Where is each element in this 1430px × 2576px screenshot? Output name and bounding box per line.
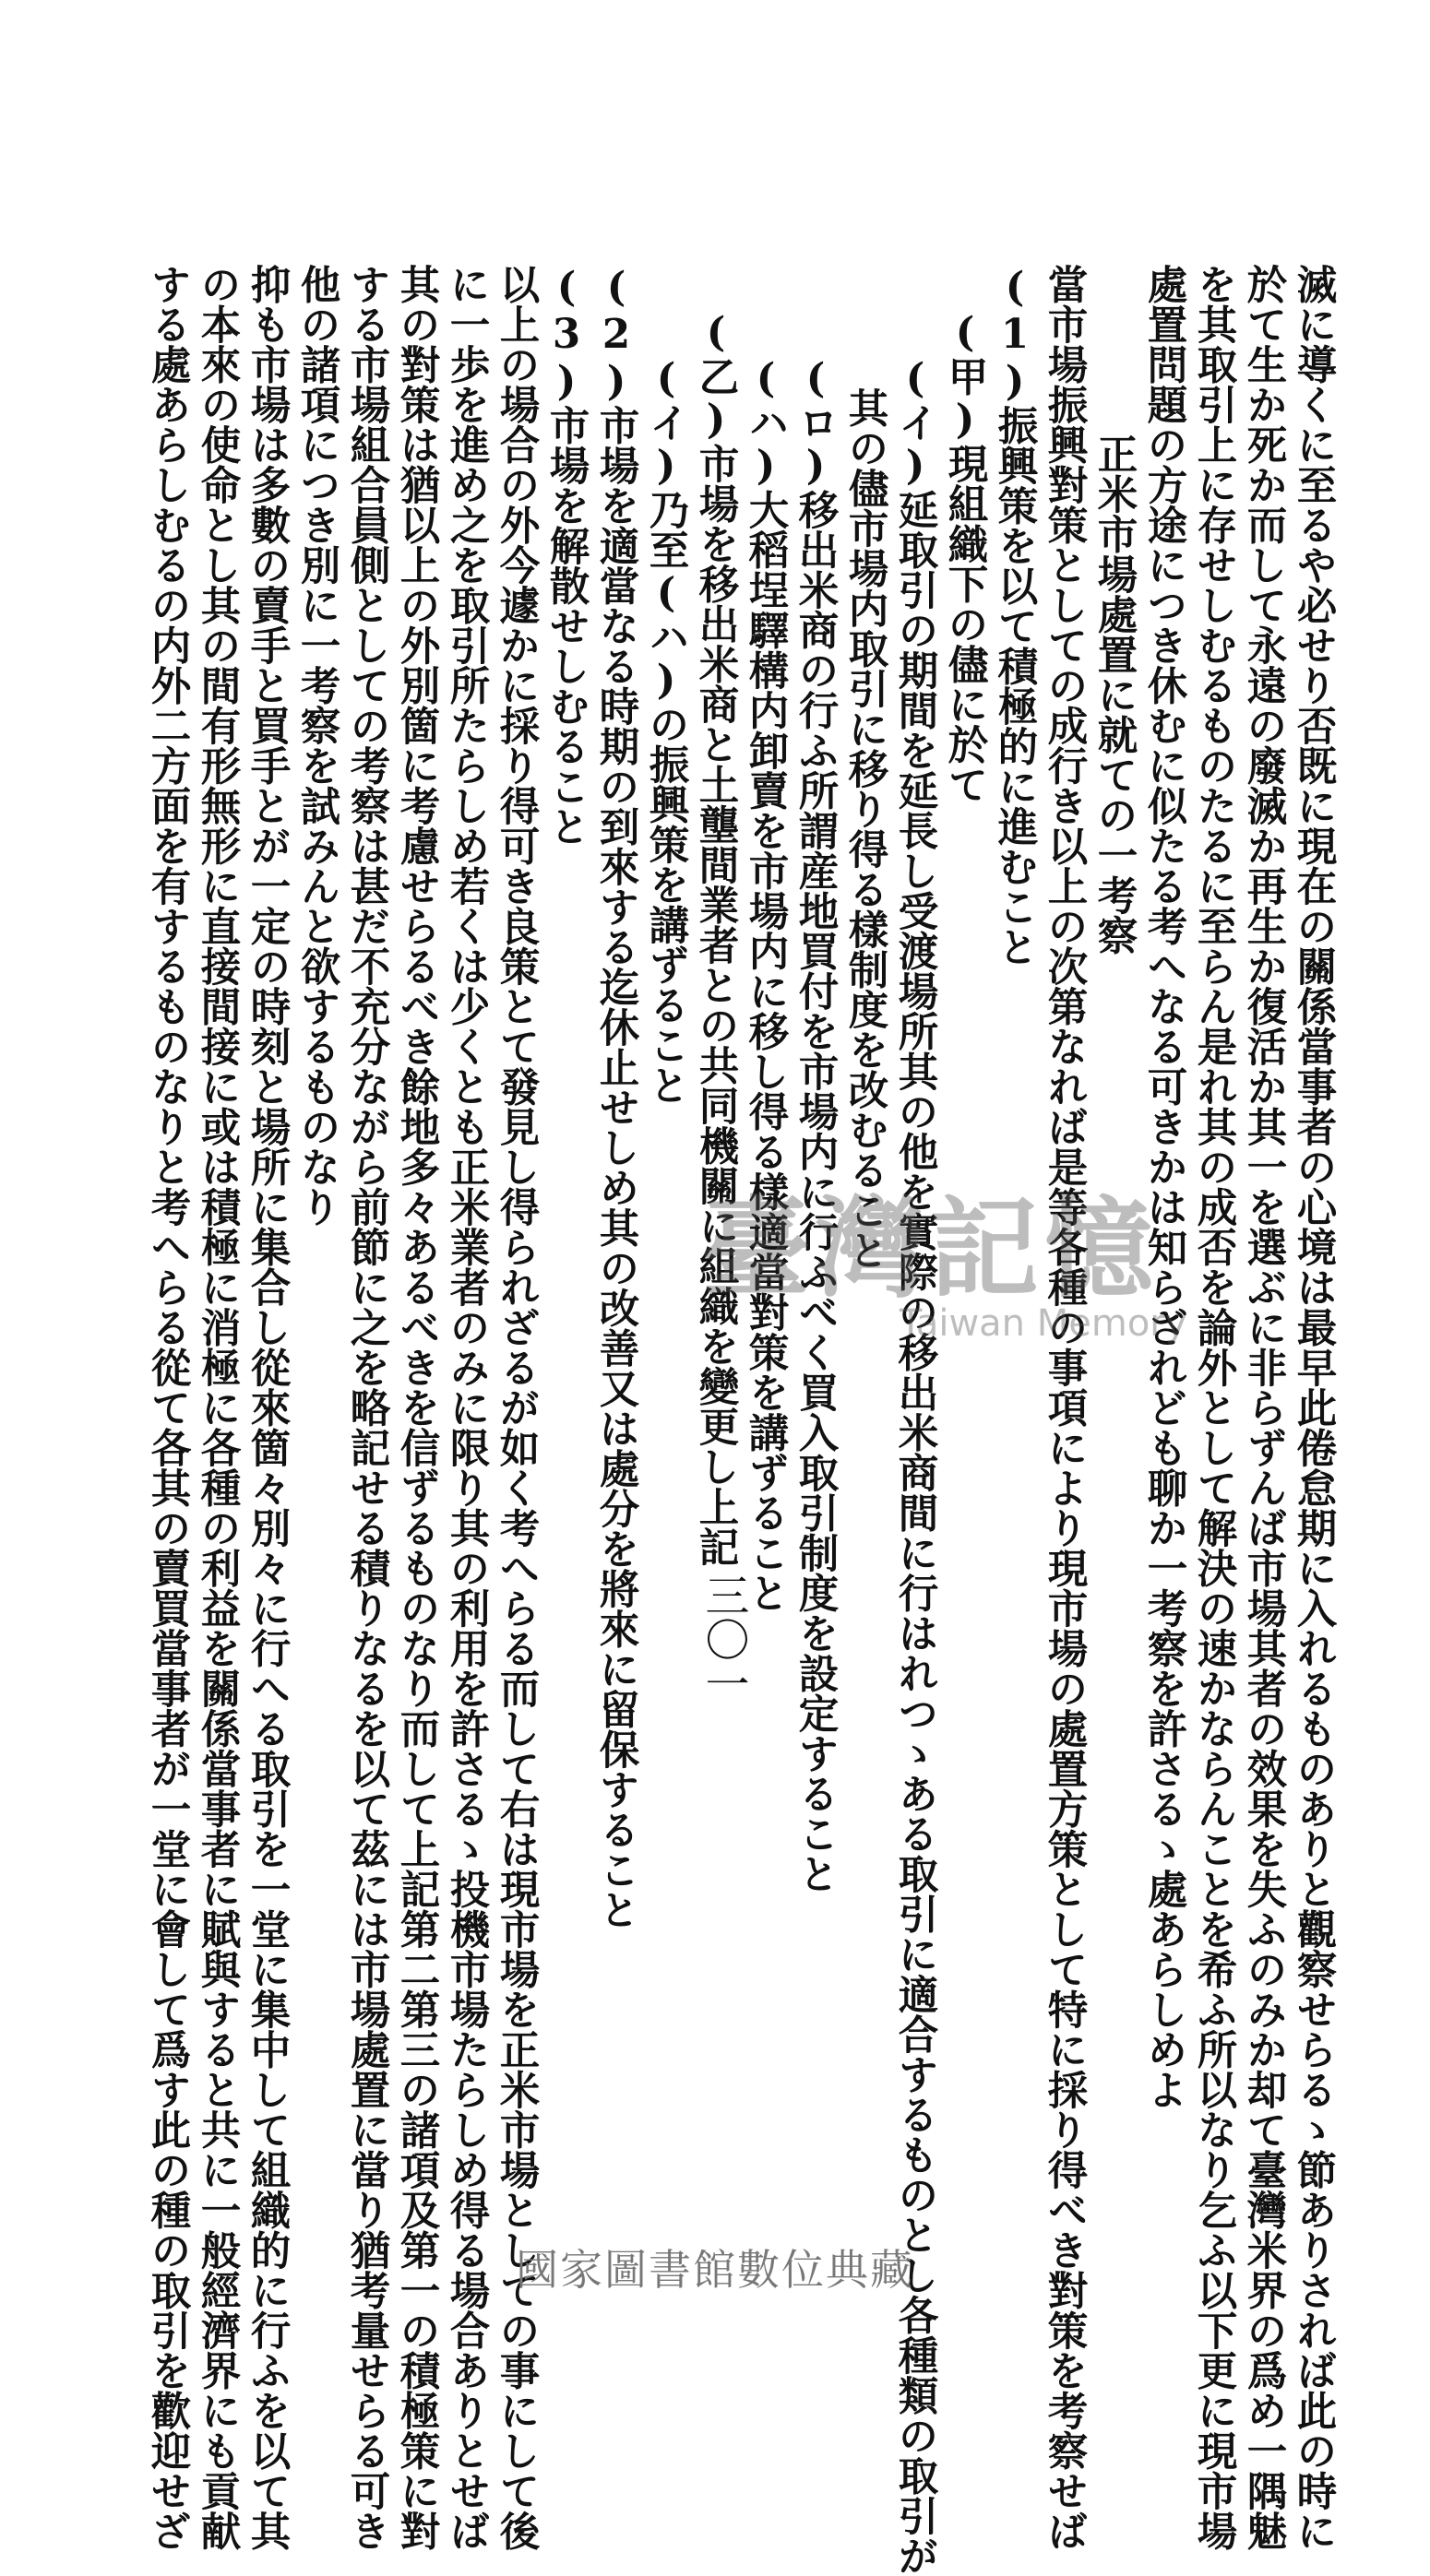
text-column-10: 其の儘市場内取引に移り得る樣制度を改むること xyxy=(841,387,889,1270)
section-heading: 正米市場處置に就ての一考察 xyxy=(1090,433,1138,956)
watermark-main-text: 臺灣記憶 xyxy=(701,1184,1160,1312)
text-column-21: 他の諸項につき別に一考察を試みんと欲するものなり xyxy=(293,264,341,1227)
text-column-8: (甲)現組織下の儘に於て xyxy=(941,309,989,804)
text-column-6: 當市場振興對策としての成行き以上の次第なれば是等各種の事項により現市場の處置方策として特に採り得べき對策を考察せば xyxy=(1041,264,1089,2551)
watermark-sub-text: Taiwan Memory xyxy=(900,1302,1187,1345)
text-column-9: (イ)延取引の期間を延長し受渡場所其の他を實際の移出米商間に行はれつゝある取引に適合するものとし各種類の取引が xyxy=(891,355,939,2576)
text-column-4: 處置問題の方途につき休むに似たる考へなる可きかは知らざれども聊か一考察を許さるゝ處あらしめよ xyxy=(1140,264,1188,2109)
text-column-13: (乙)市場を移出米商と土壟間業者との共同機關に組織を變更し上記 xyxy=(692,309,740,1567)
text-column-14: (イ)乃至(ハ)の振興策を講ずること xyxy=(642,355,690,1105)
text-column-15: (2)市場を適當なる時期の到來する迄休止せしめ其の改善又は處分を將來に留保すること xyxy=(592,264,640,1929)
text-column-24: する處あらしむるの内外二方面を有するものなりと考へらる從て各其の賣買當事者が一堂に會して爲す此の種の取引を歡迎せざ xyxy=(144,264,192,2551)
text-column-11: (ロ)移出米商の行ふ所謂産地買付を市場内に行ふべく買入取引制度を設定すること xyxy=(792,355,840,1893)
text-column-22: 抑も市場は多數の賣手と買手とが一定の時刻と場所に集合し從來箇々別々に行へる取引を一堂に集中して組織的に行ふを以て其 xyxy=(244,264,292,2551)
text-column-7: (1)振興策を以て積極的に進むこと xyxy=(991,264,1039,967)
text-column-16: (3)市場を解散せしむること xyxy=(542,264,590,847)
text-column-20: する市場組合員側としての考察は甚だ不充分ながら前節に之を略記せる積りなるを以て茲には市場處置に當り猶考量せらる可き xyxy=(343,264,391,2551)
page-number: 三〇一 xyxy=(697,1573,749,1705)
footer-source: 國家圖書館數位典藏 xyxy=(516,2245,914,2295)
text-column-23: の本來の使命とし其の間有形無形に直接間接に或は積極に消極に各種の利益を關係當事者に賦與すると共に一般經濟界にも貢献 xyxy=(194,264,242,2551)
text-column-2: 於て生か死か而して永遠の廢滅か再生か復活か其一を選ぶに非らずんば市場其者の效果を失ふのみか却て臺灣米界の爲め一隅魅 xyxy=(1240,264,1288,2551)
text-column-19: 其の對策は猶以上の外別箇に考慮せらるべき餘地多々あるべきを信ずるものなり而して上記第二第三の諸項及第一の積極策に對 xyxy=(393,264,441,2551)
text-column-17: 以上の場合の外今遽かに採り得可き良策とて發見し得られざるが如く考へらる而して右は現市場を正米市場としての事にして後 xyxy=(493,264,541,2551)
text-column-1: 滅に導くに至るや必せり否既に現在の關係當事者の心境は最早此倦怠期に入れるものありと觀察せらるゝ節ありされば此の時に xyxy=(1290,264,1338,2551)
text-column-12: (ハ)大稻埕驛構内卸賣を市場内に移し得る樣適當對策を講ずること xyxy=(742,355,790,1613)
text-column-18: に一歩を進め之を取引所たらしめ若くは少くとも正米業者のみに限り其の利用を許さるゝ投機市場たらしめ得る場合ありとせば xyxy=(443,264,491,2551)
text-column-3: を其取引上に存せしむるものたるに至らん是れ其の成否を論外として解決の速かならんことを希ふ所以なり乞ふ以下更に現市場 xyxy=(1190,264,1238,2551)
